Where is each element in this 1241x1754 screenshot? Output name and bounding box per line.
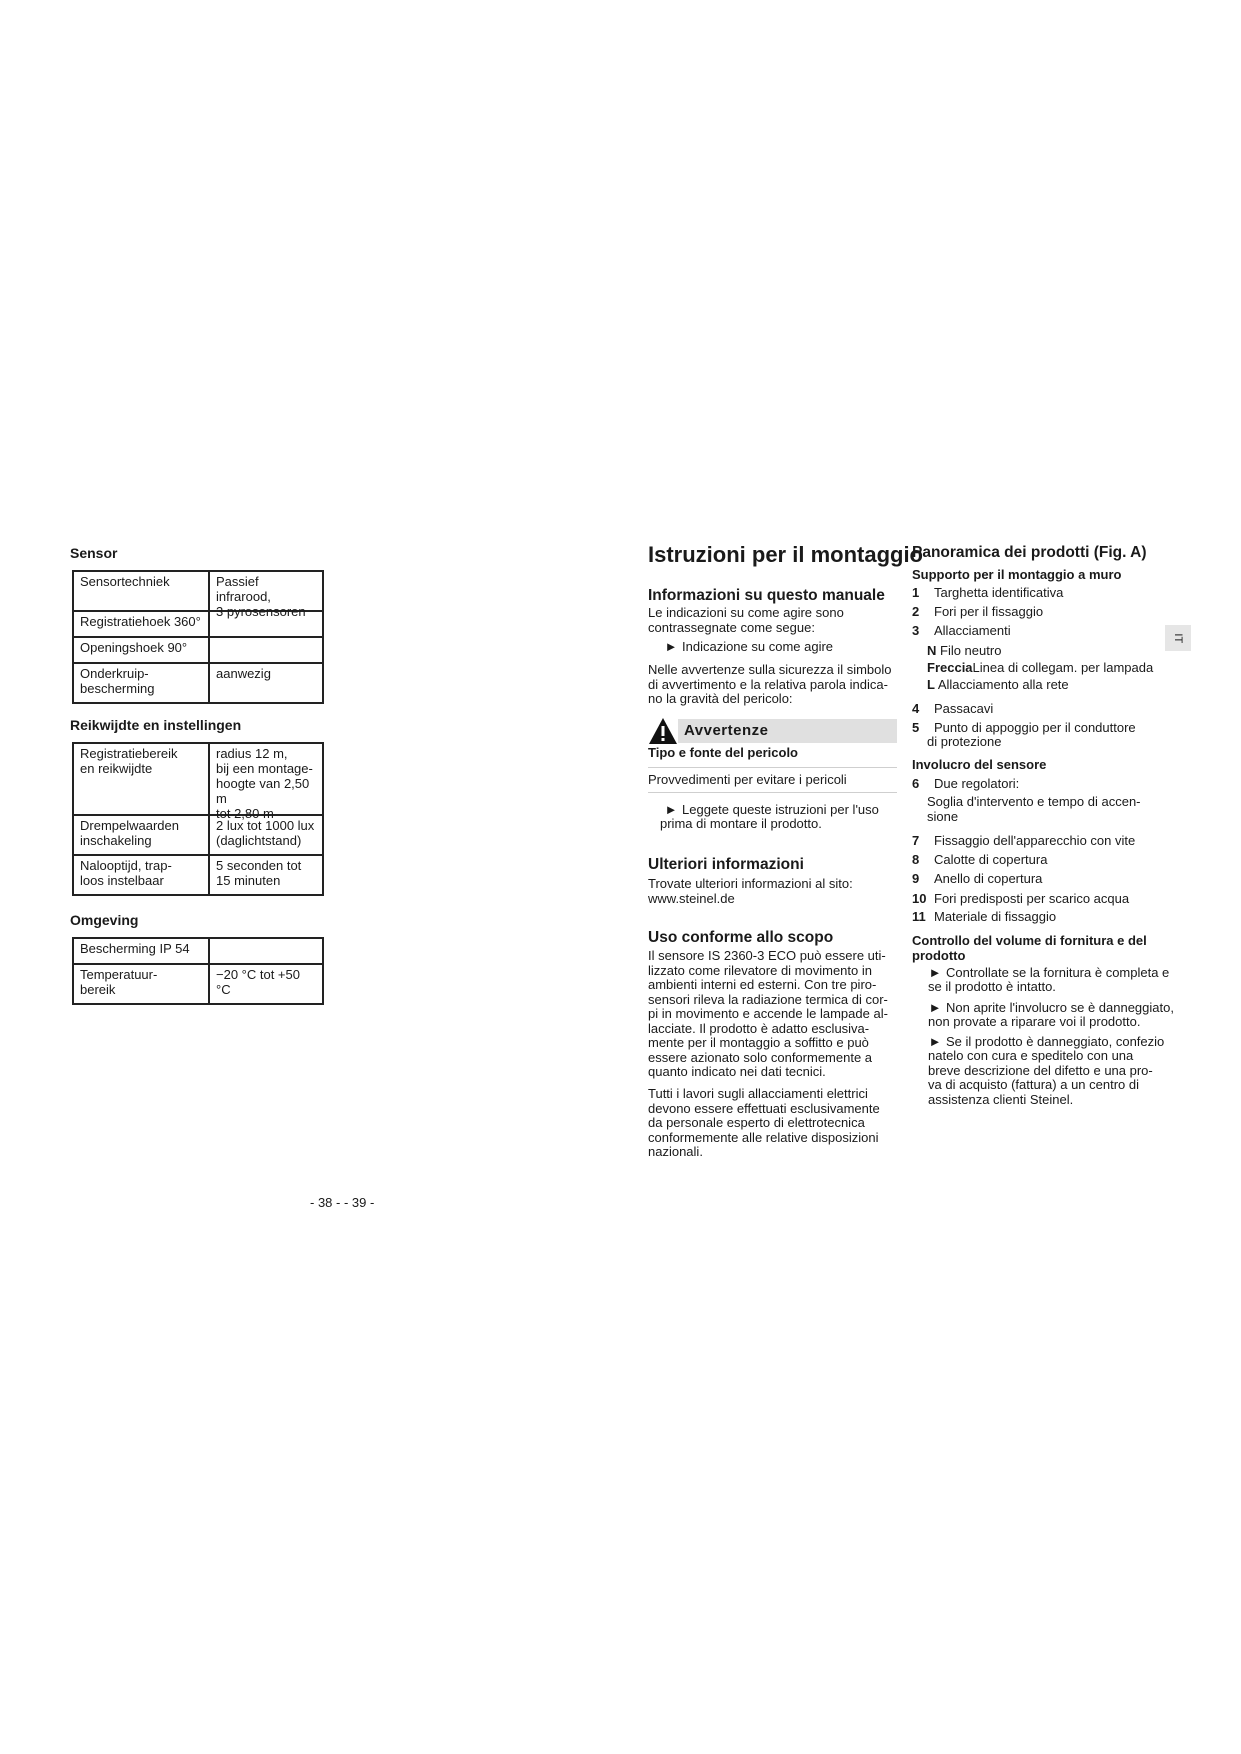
item-text: Anello di copertura — [934, 871, 1043, 886]
table-row — [74, 856, 322, 894]
list-item — [912, 872, 1042, 887]
item-text: Passacavi — [934, 701, 994, 716]
bullet-icon: ► — [928, 1034, 942, 1049]
intended-use-heading: Uso conforme allo scopo — [648, 929, 834, 946]
sensor-table — [72, 570, 324, 704]
warning-header — [648, 716, 897, 746]
sub-item-key: N — [927, 643, 937, 658]
warning-bar — [678, 719, 897, 743]
item-number: 8 — [912, 852, 920, 867]
environment-heading: Omgeving — [70, 912, 139, 928]
sub-item — [927, 678, 1069, 693]
warning-triangle-icon — [648, 717, 678, 745]
page-title: Istruzioni per il montaggio — [648, 542, 923, 567]
table-cell-key: Registratiehoek 360° — [74, 612, 210, 636]
list-item — [912, 586, 1063, 601]
bullet-continuation: non provate a riparare voi il prodotto. — [928, 1014, 1141, 1029]
list-item — [912, 834, 1135, 849]
further-info-heading: Ulteriori informazioni — [648, 856, 804, 873]
item-number: 2 — [912, 604, 920, 619]
housing-heading: Involucro del sensore — [912, 757, 1047, 772]
item-text: Targhetta identificativa — [934, 585, 1064, 600]
overview-heading: Panoramica dei prodotti (Fig. A) — [912, 544, 1147, 561]
manual-bullet — [660, 640, 833, 655]
warning-label: Avvertenze — [684, 722, 769, 739]
item-continuation: Soglia d'intervento e tempo di accen- sione — [927, 794, 1141, 824]
item-number: 10 — [912, 891, 927, 906]
bullet-continuation: natelo con cura e speditelo con una breve descrizione del difetto e una pro- va di acquisto (fattura) a un centro di assistenza clienti Steinel. — [928, 1048, 1153, 1107]
table-cell-value — [210, 612, 322, 636]
item-number: 7 — [912, 833, 920, 848]
table-cell-value: Passief infrarood, 3 pyrosensoren — [216, 574, 306, 619]
table-cell-key: Bescherming IP 54 — [74, 939, 210, 963]
table-cell-key: Sensortechniek — [74, 572, 210, 610]
table-row — [74, 816, 322, 856]
table-row — [74, 744, 322, 821]
item-text: Calotte di copertura — [934, 852, 1048, 867]
list-item — [912, 777, 1019, 792]
item-number: 6 — [912, 776, 920, 791]
table-row — [74, 965, 322, 1003]
item-text: Allacciamenti — [934, 623, 1011, 638]
table-cell-key: Onderkruip- bescherming — [74, 664, 210, 702]
bullet-continuation: se il prodotto è intatto. — [928, 979, 1056, 994]
table-cell-key: Openingshoek 90° — [74, 638, 210, 662]
bullet-icon: ► — [928, 1000, 942, 1015]
list-item — [912, 605, 1043, 620]
table-cell-value: −20 °C tot +50 °C — [216, 967, 300, 997]
further-info-text: Trovate ulteriori informazioni al sito: www.steinel.de — [648, 876, 853, 906]
bullet-text: Non aprite l'involucro se è danneggiato, — [946, 1000, 1174, 1015]
divider — [648, 767, 897, 768]
warning-measures: Provvedimenti per evitare i pericoli — [648, 772, 847, 787]
item-number: 4 — [912, 701, 920, 716]
table-cell-key: Temperatuur- bereik — [74, 965, 210, 1003]
manual-warning-text: Nelle avvertenze sulla sicurezza il simbolo di avvertimento e la relativa parola indica- no la gravità del pericolo: — [648, 662, 892, 707]
table-cell-value: 5 seconden tot 15 minuten — [216, 858, 302, 888]
divider — [648, 792, 897, 793]
item-number: 11 — [912, 909, 926, 924]
environment-table — [72, 937, 324, 1005]
range-table — [72, 742, 324, 896]
table-cell-value — [210, 939, 322, 963]
bullet-text: Leggete queste istruzioni per l'uso — [682, 802, 879, 817]
table-row — [74, 572, 322, 619]
language-tab-label: IT — [1172, 633, 1185, 643]
sensor-heading: Sensor — [70, 545, 118, 561]
sub-item — [927, 644, 1001, 659]
item-text: Fori per il fissaggio — [934, 604, 1044, 619]
item-continuation: di protezione — [927, 734, 1002, 749]
bullet-icon: ► — [664, 802, 678, 817]
item-text: Fissaggio dell'apparecchio con vite — [934, 833, 1136, 848]
intended-use-paragraph-2: Tutti i lavori sugli allacciamenti elettrici devono essere effettuati esclusivamente da personale esperto di elettrotecnica conformemente alle relative disposizioni nazionali. — [648, 1086, 880, 1160]
table-cell-value — [210, 638, 322, 662]
item-number: 9 — [912, 871, 920, 886]
list-item — [912, 702, 993, 717]
table-row — [74, 638, 322, 664]
item-number: 5 — [912, 720, 920, 735]
warning-type-source: Tipo e fonte del pericolo — [648, 745, 798, 760]
bullet-text: Se il prodotto è danneggiato, confezio — [946, 1034, 1165, 1049]
table-row — [74, 612, 322, 638]
item-number: 3 — [912, 623, 920, 638]
bullet-icon: ► — [664, 639, 678, 654]
table-row — [74, 664, 322, 702]
wall-mount-heading: Supporto per il montaggio a muro — [912, 567, 1122, 582]
warning-bullet-continuation: prima di montare il prodotto. — [660, 816, 822, 831]
sub-item-text: Allacciamento alla rete — [934, 677, 1069, 692]
intended-use-paragraph-1: Il sensore IS 2360-3 ECO può essere uti- lizzato come rilevatore di movimento in ambienti interni ed esterni. Con tre piro- sensori rileva la radiazione termica di cor- pi in movimento e accende le lampade al- lacciate. Il prodotto è adatto esclusiva- mente per il montaggio a soffitto e può essere azionato solo conformemente a quanto indicato nei dati tecnici. — [648, 948, 888, 1080]
language-tab — [1165, 625, 1191, 651]
manual-heading: Informazioni su questo manuale — [648, 587, 885, 604]
sub-item-text: Filo neutro — [936, 643, 1002, 658]
sub-item-key: Freccia — [927, 660, 973, 675]
bullet-text: Indicazione su come agire — [682, 639, 834, 654]
table-cell-value: 2 lux tot 1000 lux (daglichtstand) — [216, 818, 315, 848]
manual-intro: Le indicazioni su come agire sono contrassegnate come segue: — [648, 605, 844, 635]
table-cell-value: radius 12 m, bij een montage- hoogte van 2,50 m tot 2,80 m — [216, 746, 313, 821]
item-text: Punto di appoggio per il conduttore — [934, 720, 1136, 735]
item-text: Due regolatori: — [934, 776, 1020, 791]
bullet-icon: ► — [928, 965, 942, 980]
list-item — [912, 910, 1056, 925]
table-cell-key: Drempelwaarden inschakeling — [74, 816, 210, 854]
item-text: Materiale di fissaggio — [934, 909, 1057, 924]
list-item — [912, 624, 1011, 639]
item-text: Fori predisposti per scarico acqua — [934, 891, 1130, 906]
page-numbers: - 38 - - 39 - — [310, 1195, 375, 1210]
list-item — [912, 892, 1129, 907]
delivery-check-heading: Controllo del volume di fornitura e del prodotto — [912, 933, 1147, 963]
item-number: 1 — [912, 585, 920, 600]
table-row — [74, 939, 322, 965]
list-item — [912, 853, 1047, 868]
range-heading: Reikwijdte en instellingen — [70, 717, 242, 733]
table-cell-value: aanwezig — [216, 666, 271, 681]
table-cell-key: Nalooptijd, trap- loos instelbaar — [74, 856, 210, 894]
sub-item-key: L — [927, 677, 935, 692]
sub-item — [927, 661, 1153, 676]
sub-item-text: Linea di collegam. per lampada — [972, 660, 1154, 675]
bullet-text: Controllate se la fornitura è completa e — [946, 965, 1170, 980]
table-cell-key: Registratiebereik en reikwijdte — [74, 744, 210, 814]
